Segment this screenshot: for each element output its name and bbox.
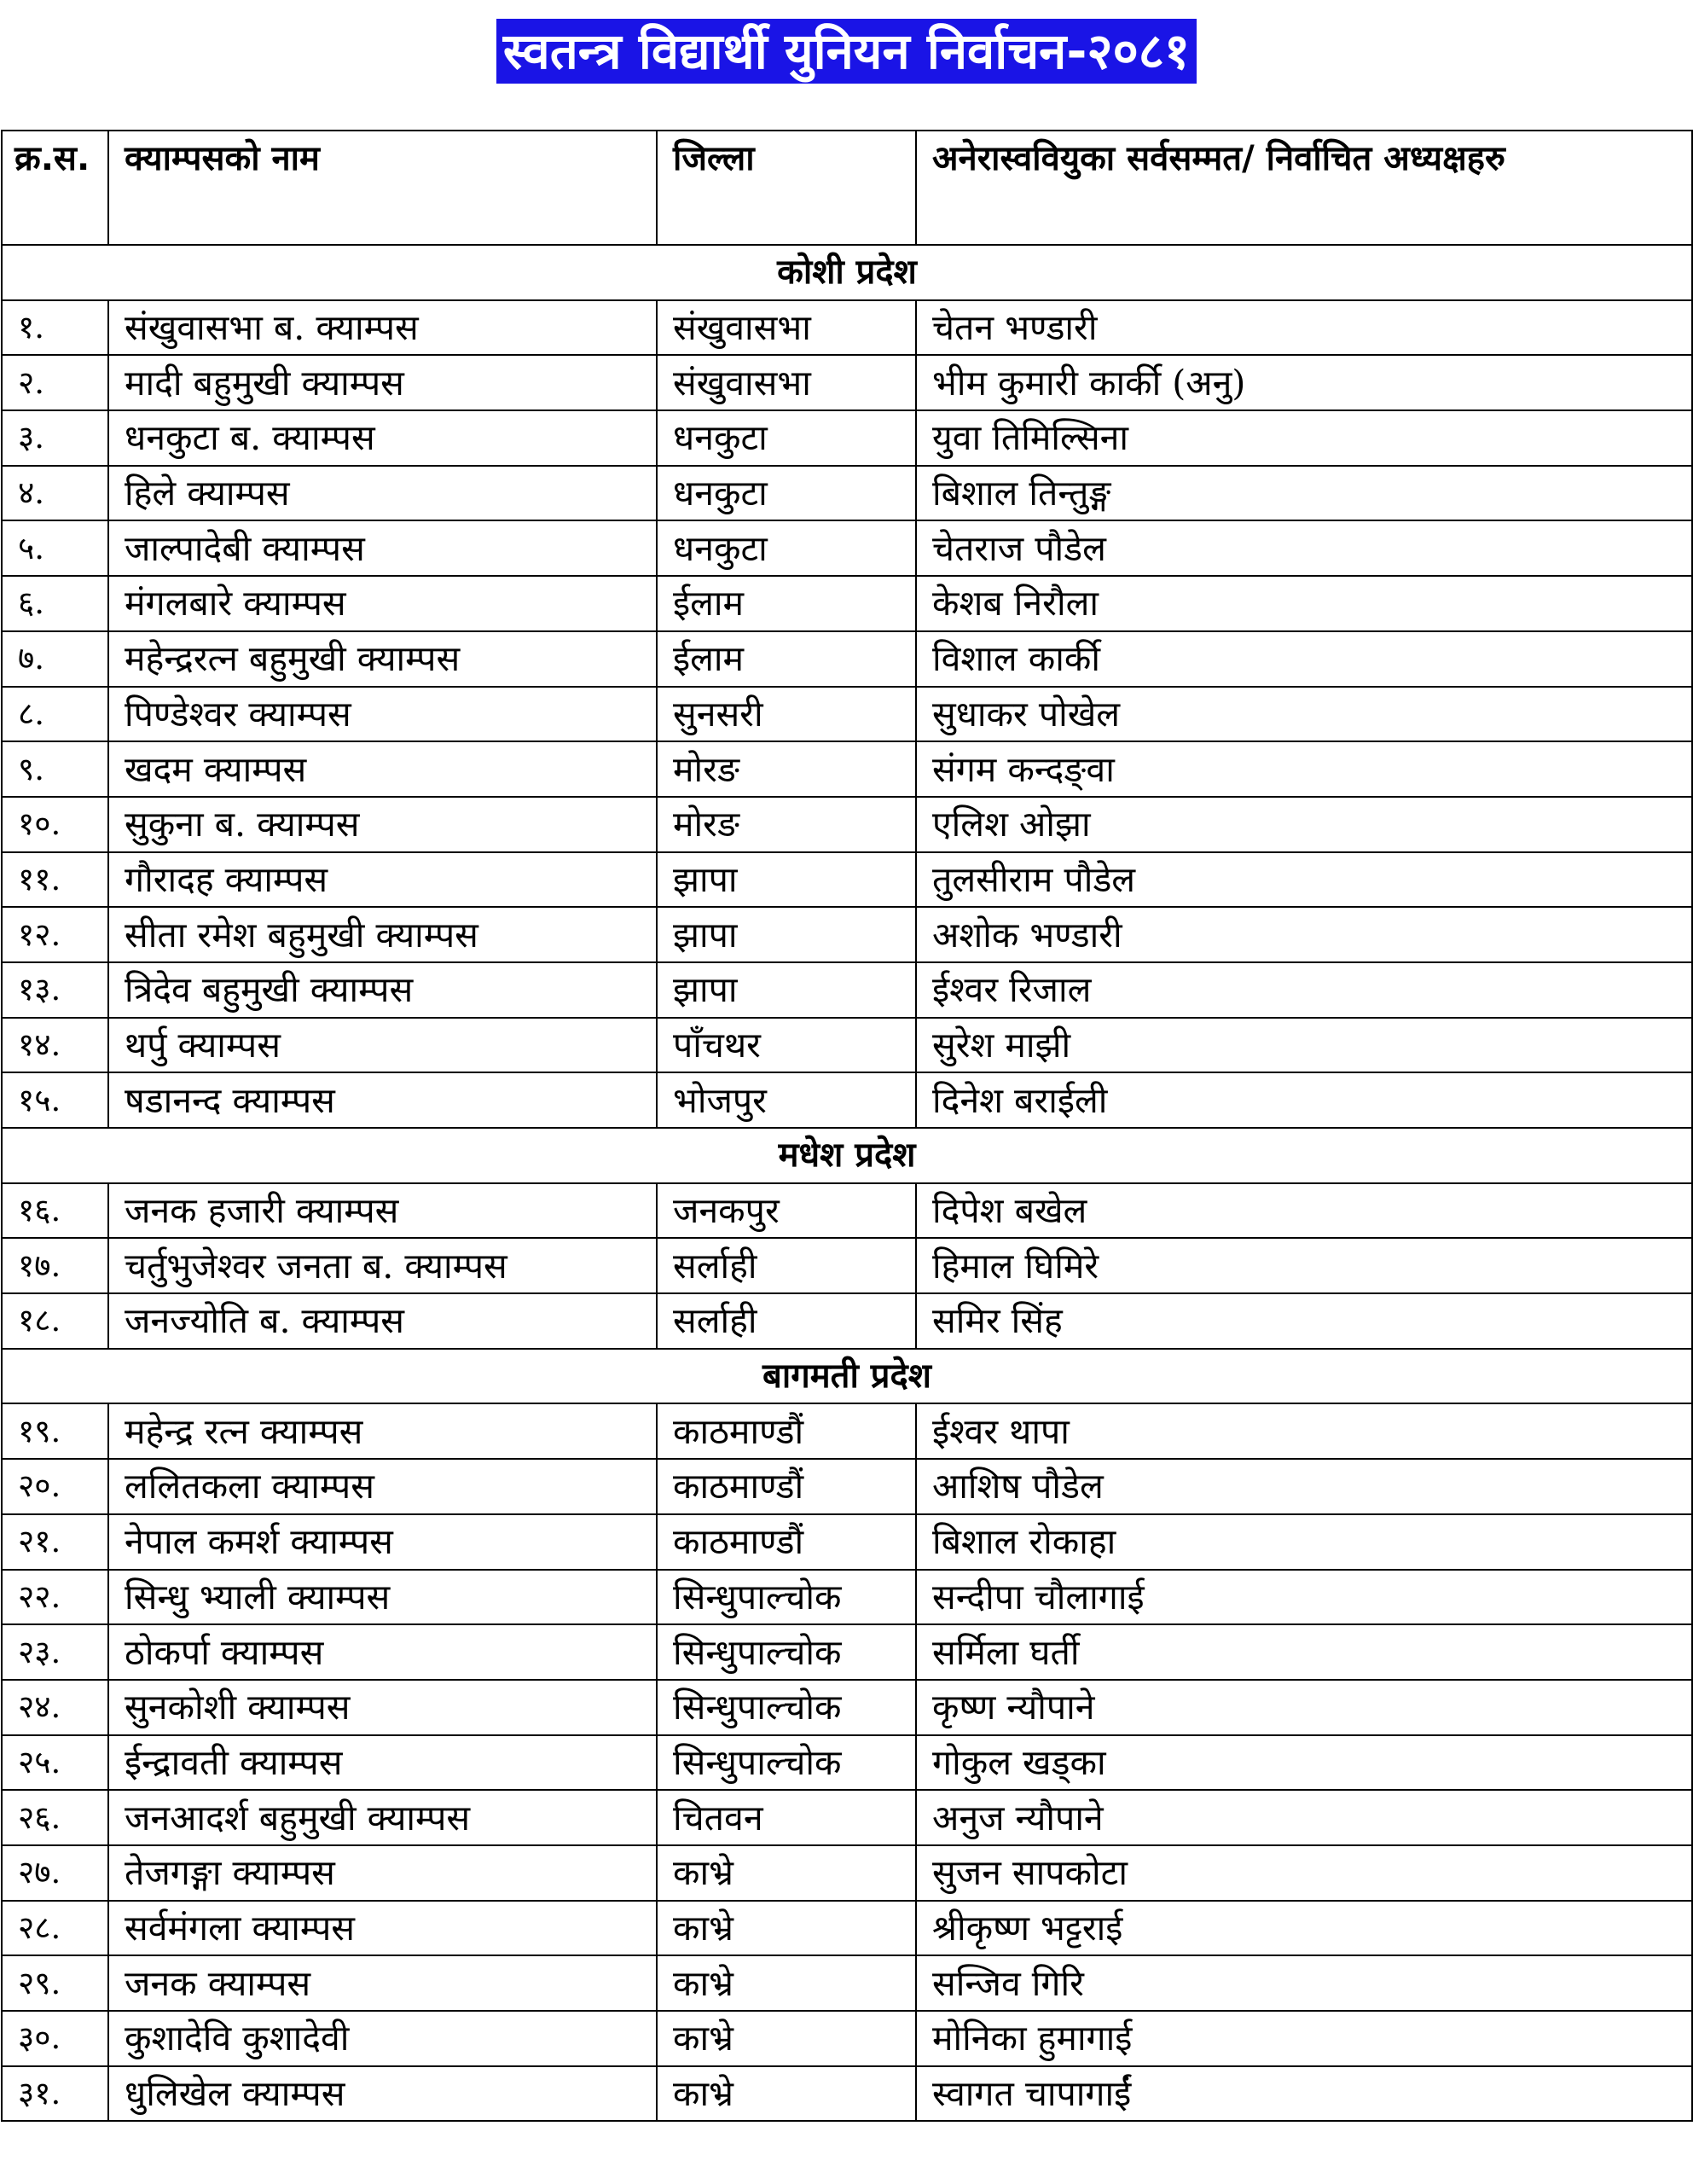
campus-name-cell: ललितकला क्याम्पस: [108, 1459, 657, 1514]
president-name-cell: चेतन भण्डारी: [916, 300, 1692, 356]
president-name-cell: ईश्वर थापा: [916, 1403, 1692, 1459]
table-row: [2, 1183, 1692, 1239]
campus-name-cell: महेन्द्ररत्न बहुमुखी क्याम्पस: [108, 631, 657, 687]
president-name-cell: संगम कन्दङ्वा: [916, 741, 1692, 797]
table-row: [2, 355, 1692, 410]
province-row: [2, 1349, 1692, 1404]
campus-name-cell: सुकुना ब. क्याम्पस: [108, 797, 657, 852]
president-name-cell: समिर सिंह: [916, 1293, 1692, 1349]
campus-name-cell: ईन्द्रावती क्याम्पस: [108, 1735, 657, 1791]
province-heading: कोशी प्रदेश: [2, 245, 1692, 300]
district-cell: काभ्रे: [657, 1845, 916, 1901]
president-name-cell: युवा तिमिल्सिना: [916, 410, 1692, 466]
district-cell: जनकपुर: [657, 1183, 916, 1239]
page-title: स्वतन्त्र विद्यार्थी युनियन निर्वाचन-२०८१: [496, 19, 1197, 84]
serial-number-cell: १२.: [2, 907, 108, 962]
table-row: [2, 466, 1692, 521]
table-row: [2, 1845, 1692, 1901]
table-row: [2, 631, 1692, 687]
district-cell: मोरङ: [657, 797, 916, 852]
table-row: [2, 2066, 1692, 2122]
serial-number-cell: १३.: [2, 962, 108, 1018]
serial-number-cell: ३०.: [2, 2011, 108, 2066]
serial-number-cell: ५.: [2, 520, 108, 576]
president-name-cell: सन्जिव गिरि: [916, 1955, 1692, 2011]
campus-name-cell: सुनकोशी क्याम्पस: [108, 1680, 657, 1735]
province-heading: बागमती प्रदेश: [2, 1349, 1692, 1404]
serial-number-cell: १५.: [2, 1072, 108, 1128]
district-cell: झापा: [657, 907, 916, 962]
president-name-cell: आशिष पौडेल: [916, 1459, 1692, 1514]
campus-name-cell: जाल्पादेबी क्याम्पस: [108, 520, 657, 576]
campus-name-cell: कुशादेवि कुशादेवी: [108, 2011, 657, 2066]
campus-name-cell: त्रिदेव बहुमुखी क्याम्पस: [108, 962, 657, 1018]
serial-number-cell: १७.: [2, 1238, 108, 1293]
header-district: जिल्ला: [657, 131, 916, 245]
serial-number-cell: २१.: [2, 1514, 108, 1570]
serial-number-cell: २५.: [2, 1735, 108, 1791]
district-cell: धनकुटा: [657, 520, 916, 576]
president-name-cell: कृष्ण न्यौपाने: [916, 1680, 1692, 1735]
serial-number-cell: १.: [2, 300, 108, 356]
table-row: [2, 687, 1692, 742]
district-cell: काभ्रे: [657, 1901, 916, 1956]
president-name-cell: तुलसीराम पौडेल: [916, 852, 1692, 908]
district-cell: काभ्रे: [657, 1955, 916, 2011]
table-row: [2, 852, 1692, 908]
district-cell: झापा: [657, 962, 916, 1018]
president-name-cell: विशाल कार्की: [916, 631, 1692, 687]
table-row: [2, 907, 1692, 962]
serial-number-cell: ९.: [2, 741, 108, 797]
campus-name-cell: जनज्योति ब. क्याम्पस: [108, 1293, 657, 1349]
district-cell: सिन्धुपाल्चोक: [657, 1680, 916, 1735]
table-row: [2, 1403, 1692, 1459]
campus-name-cell: गौरादह क्याम्पस: [108, 852, 657, 908]
province-row: [2, 1128, 1692, 1183]
table-row: [2, 1459, 1692, 1514]
district-cell: काठमाण्डौं: [657, 1459, 916, 1514]
campus-name-cell: तेजगङ्गा क्याम्पस: [108, 1845, 657, 1901]
president-name-cell: सुरेश माझी: [916, 1018, 1692, 1073]
district-cell: चितवन: [657, 1790, 916, 1845]
campus-name-cell: जनआदर्श बहुमुखी क्याम्पस: [108, 1790, 657, 1845]
campus-name-cell: पिण्डेश्वर क्याम्पस: [108, 687, 657, 742]
president-name-cell: सुधाकर पोखेल: [916, 687, 1692, 742]
table-body: [2, 245, 1692, 2121]
district-cell: सिन्धुपाल्चोक: [657, 1735, 916, 1791]
district-cell: काभ्रे: [657, 2066, 916, 2122]
serial-number-cell: ६.: [2, 576, 108, 631]
campus-name-cell: जनक क्याम्पस: [108, 1955, 657, 2011]
campus-name-cell: मादी बहुमुखी क्याम्पस: [108, 355, 657, 410]
campus-name-cell: सिन्धु भ्याली क्याम्पस: [108, 1570, 657, 1625]
campus-name-cell: मंगलबारे क्याम्पस: [108, 576, 657, 631]
district-cell: मोरङ: [657, 741, 916, 797]
table-row: [2, 520, 1692, 576]
serial-number-cell: ८.: [2, 687, 108, 742]
header-serial-number: क्र.स.: [2, 131, 108, 245]
president-name-cell: मोनिका हुमागाई: [916, 2011, 1692, 2066]
campus-name-cell: हिले क्याम्पस: [108, 466, 657, 521]
district-cell: काठमाण्डौं: [657, 1403, 916, 1459]
president-name-cell: भीम कुमारी कार्की (अनु): [916, 355, 1692, 410]
serial-number-cell: १९.: [2, 1403, 108, 1459]
table-row: [2, 1238, 1692, 1293]
campus-name-cell: षडानन्द क्याम्पस: [108, 1072, 657, 1128]
district-cell: काभ्रे: [657, 2011, 916, 2066]
header-campus-name: क्याम्पसको नाम: [108, 131, 657, 245]
table-row: [2, 1514, 1692, 1570]
serial-number-cell: १४.: [2, 1018, 108, 1073]
table-row: [2, 1293, 1692, 1349]
serial-number-cell: ७.: [2, 631, 108, 687]
serial-number-cell: २९.: [2, 1955, 108, 2011]
province-heading: मधेश प्रदेश: [2, 1128, 1692, 1183]
serial-number-cell: १०.: [2, 797, 108, 852]
table-row: [2, 300, 1692, 356]
table-header: [2, 131, 1692, 245]
district-cell: धनकुटा: [657, 410, 916, 466]
serial-number-cell: १८.: [2, 1293, 108, 1349]
table-row: [2, 741, 1692, 797]
campus-name-cell: जनक हजारी क्याम्पस: [108, 1183, 657, 1239]
table-row: [2, 1624, 1692, 1680]
campus-name-cell: सीता रमेश बहुमुखी क्याम्पस: [108, 907, 657, 962]
serial-number-cell: २६.: [2, 1790, 108, 1845]
table-row: [2, 1735, 1692, 1791]
district-cell: काठमाण्डौं: [657, 1514, 916, 1570]
serial-number-cell: ३१.: [2, 2066, 108, 2122]
campus-name-cell: ठोकर्पा क्याम्पस: [108, 1624, 657, 1680]
table-row: [2, 1901, 1692, 1956]
header-president: अनेरास्ववियुका सर्वसम्मत/ निर्वाचित अध्यक्षहरु: [916, 131, 1692, 245]
serial-number-cell: ४.: [2, 466, 108, 521]
table-row: [2, 1570, 1692, 1625]
president-name-cell: दिनेश बराईली: [916, 1072, 1692, 1128]
table-row: [2, 797, 1692, 852]
district-cell: पाँचथर: [657, 1018, 916, 1073]
serial-number-cell: २७.: [2, 1845, 108, 1901]
campus-name-cell: खदम क्याम्पस: [108, 741, 657, 797]
district-cell: सर्लाही: [657, 1238, 916, 1293]
district-cell: सिन्धुपाल्चोक: [657, 1624, 916, 1680]
district-cell: भोजपुर: [657, 1072, 916, 1128]
campus-name-cell: चर्तुभुजेश्वर जनता ब. क्याम्पस: [108, 1238, 657, 1293]
president-table: [1, 130, 1693, 2122]
campus-name-cell: महेन्द्र रत्न क्याम्पस: [108, 1403, 657, 1459]
campus-name-cell: धुलिखेल क्याम्पस: [108, 2066, 657, 2122]
campus-name-cell: सर्वमंगला क्याम्पस: [108, 1901, 657, 1956]
district-cell: सुनसरी: [657, 687, 916, 742]
president-name-cell: एलिश ओझा: [916, 797, 1692, 852]
district-cell: झापा: [657, 852, 916, 908]
campus-name-cell: धनकुटा ब. क्याम्पस: [108, 410, 657, 466]
district-cell: ईलाम: [657, 631, 916, 687]
president-name-cell: अशोक भण्डारी: [916, 907, 1692, 962]
district-cell: सिन्धुपाल्चोक: [657, 1570, 916, 1625]
district-cell: धनकुटा: [657, 466, 916, 521]
table-row: [2, 1680, 1692, 1735]
title-banner: [0, 19, 1693, 84]
serial-number-cell: १६.: [2, 1183, 108, 1239]
president-name-cell: गोकुल खड्का: [916, 1735, 1692, 1791]
campus-name-cell: नेपाल कमर्श क्याम्पस: [108, 1514, 657, 1570]
campus-name-cell: थर्पु क्याम्पस: [108, 1018, 657, 1073]
district-cell: सर्लाही: [657, 1293, 916, 1349]
district-cell: संखुवासभा: [657, 355, 916, 410]
president-name-cell: अनुज न्यौपाने: [916, 1790, 1692, 1845]
campus-name-cell: संखुवासभा ब. क्याम्पस: [108, 300, 657, 356]
president-name-cell: ईश्वर रिजाल: [916, 962, 1692, 1018]
serial-number-cell: ३.: [2, 410, 108, 466]
table-row: [2, 962, 1692, 1018]
header-row: [2, 131, 1692, 245]
president-name-cell: दिपेश बखेल: [916, 1183, 1692, 1239]
president-name-cell: हिमाल घिमिरे: [916, 1238, 1692, 1293]
table-row: [2, 1790, 1692, 1845]
president-name-cell: सर्मिला घर्ती: [916, 1624, 1692, 1680]
table-row: [2, 1955, 1692, 2011]
serial-number-cell: २.: [2, 355, 108, 410]
table-row: [2, 410, 1692, 466]
president-name-cell: केशब निरौला: [916, 576, 1692, 631]
president-name-cell: बिशाल रोकाहा: [916, 1514, 1692, 1570]
president-name-cell: बिशाल तिन्तुङ्ग: [916, 466, 1692, 521]
serial-number-cell: ११.: [2, 852, 108, 908]
table-row: [2, 576, 1692, 631]
table-row: [2, 1072, 1692, 1128]
table-row: [2, 2011, 1692, 2066]
president-name-cell: सन्दीपा चौलागाई: [916, 1570, 1692, 1625]
province-row: [2, 245, 1692, 300]
district-cell: ईलाम: [657, 576, 916, 631]
serial-number-cell: २३.: [2, 1624, 108, 1680]
serial-number-cell: २४.: [2, 1680, 108, 1735]
table-row: [2, 1018, 1692, 1073]
president-name-cell: स्वागत चापागाईं: [916, 2066, 1692, 2122]
president-name-cell: श्रीकृष्ण भट्टराई: [916, 1901, 1692, 1956]
district-cell: संखुवासभा: [657, 300, 916, 356]
serial-number-cell: २२.: [2, 1570, 108, 1625]
serial-number-cell: २८.: [2, 1901, 108, 1956]
president-name-cell: चेतराज पौडेल: [916, 520, 1692, 576]
president-name-cell: सुजन सापकोटा: [916, 1845, 1692, 1901]
serial-number-cell: २०.: [2, 1459, 108, 1514]
